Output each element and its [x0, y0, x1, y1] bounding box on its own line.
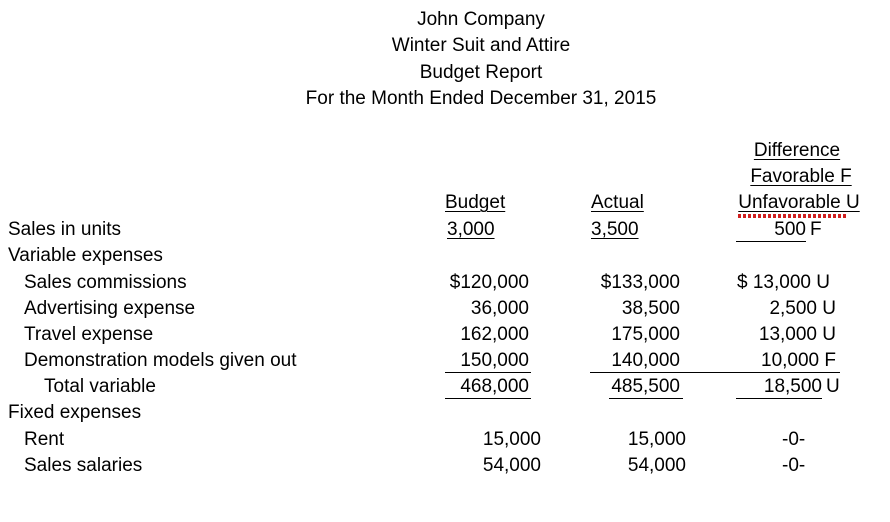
- variable-expenses-header: Variable expenses: [8, 245, 163, 266]
- sales-units-budget: 3,000: [447, 219, 495, 240]
- advertising-actual: 38,500: [621, 298, 680, 319]
- budget-column-header: Budget: [445, 192, 506, 213]
- total-variable-diff-rule: [736, 398, 822, 399]
- commissions-label: Sales commissions: [24, 272, 187, 293]
- salaries-budget: 54,000: [482, 455, 541, 476]
- diff-header-line3: Unfavorable U: [738, 192, 860, 213]
- advertising-label: Advertising expense: [24, 298, 196, 319]
- total-variable-actual-rule: [609, 398, 683, 399]
- diff-header-line1: Difference: [753, 140, 841, 161]
- sales-units-actual: 3,500: [591, 219, 639, 240]
- demo-models-budget: 150,000: [460, 350, 529, 371]
- demo-models-budget-rule: [445, 372, 531, 373]
- commissions-budget: $120,000: [449, 272, 529, 293]
- total-variable-diff: 18,500: [763, 376, 822, 397]
- total-variable-budget-rule: [445, 398, 531, 399]
- travel-diff: 13,000 U: [758, 324, 836, 345]
- sales-units-flag: F: [810, 219, 822, 240]
- rent-actual: 15,000: [627, 429, 686, 450]
- commissions-diff: $ 13,000 U: [737, 272, 830, 293]
- report-title: Budget Report: [419, 62, 543, 83]
- advertising-budget: 36,000: [470, 298, 529, 319]
- total-variable-actual: 485,500: [611, 376, 680, 397]
- demo-models-total-rule: [590, 372, 840, 373]
- commissions-actual: $133,000: [600, 272, 680, 293]
- sales-units-diff: 500: [774, 219, 806, 240]
- rent-diff: -0-: [782, 429, 806, 450]
- demo-models-actual: 140,000: [611, 350, 680, 371]
- division-name: Winter Suit and Attire: [391, 35, 571, 56]
- salaries-diff: -0-: [782, 455, 806, 476]
- salaries-actual: 54,000: [627, 455, 686, 476]
- diff-header-line2: Favorable F: [750, 166, 852, 187]
- salaries-label: Sales salaries: [24, 455, 143, 476]
- spellcheck-squiggle: [738, 214, 846, 218]
- sales-units-diff-rule: [736, 241, 806, 242]
- total-variable-flag: U: [826, 376, 840, 397]
- fixed-expenses-header: Fixed expenses: [8, 402, 142, 423]
- demo-models-label: Demonstration models given out: [24, 350, 297, 371]
- total-variable-label: Total variable: [44, 376, 156, 397]
- sales-units-label: Sales in units: [8, 219, 122, 240]
- travel-actual: 175,000: [611, 324, 680, 345]
- rent-budget: 15,000: [482, 429, 541, 450]
- report-period: For the Month Ended December 31, 2015: [305, 88, 657, 109]
- travel-budget: 162,000: [460, 324, 529, 345]
- demo-models-diff: 10,000 F: [761, 350, 836, 371]
- advertising-diff: 2,500 U: [769, 298, 836, 319]
- total-variable-budget: 468,000: [460, 376, 529, 397]
- actual-column-header: Actual: [591, 192, 644, 213]
- travel-label: Travel expense: [24, 324, 154, 345]
- company-name: John Company: [417, 9, 545, 30]
- rent-label: Rent: [24, 429, 65, 450]
